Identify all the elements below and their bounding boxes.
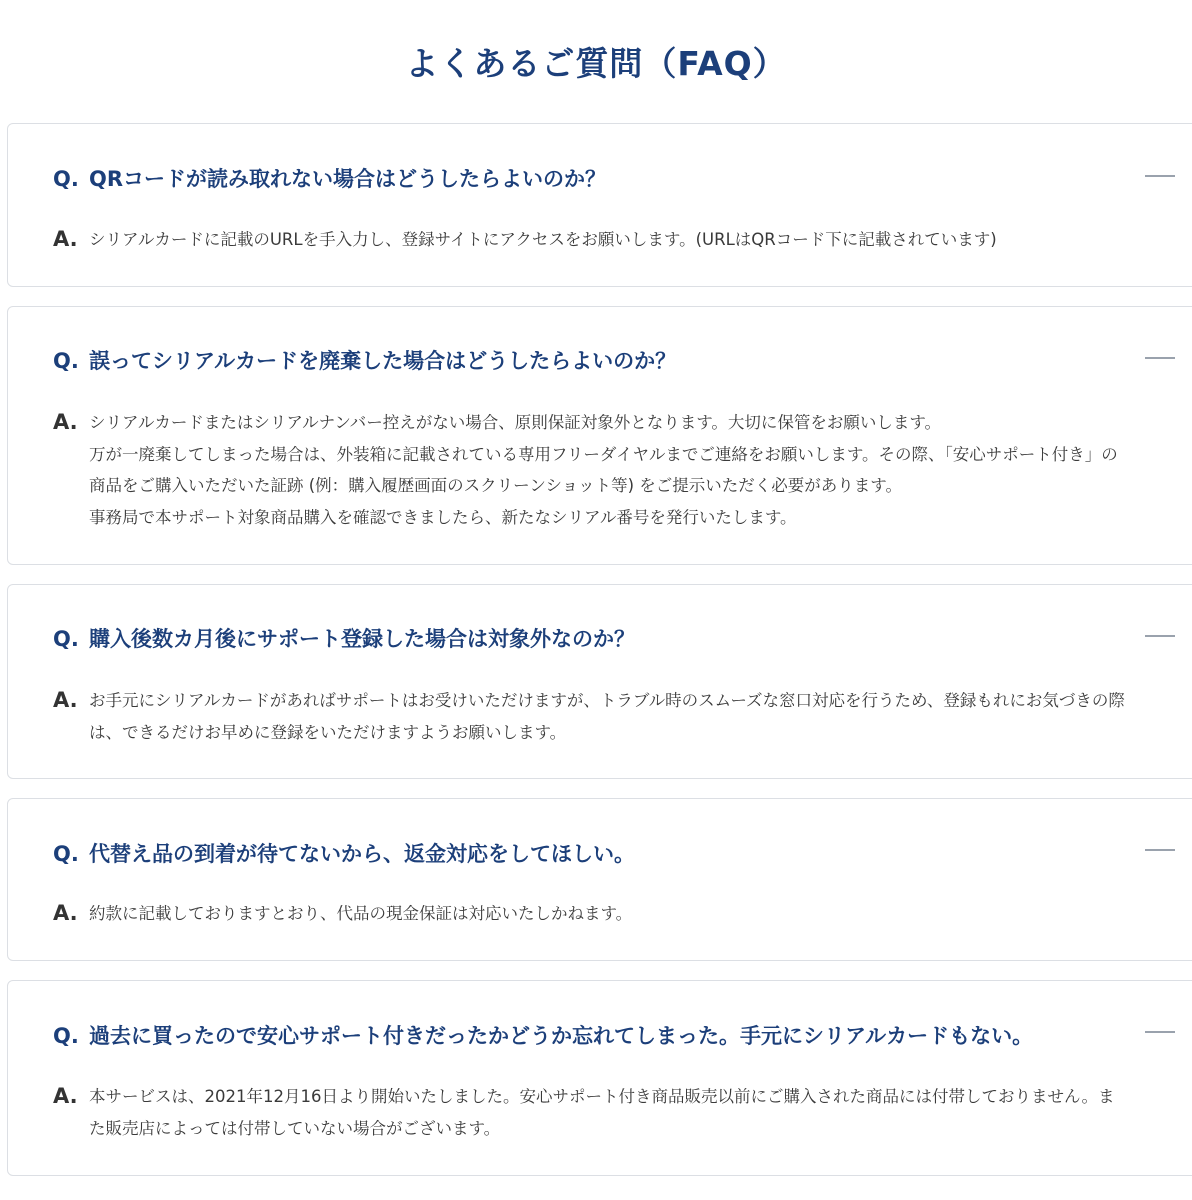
question-marker: Q. — [53, 167, 79, 191]
page-title: よくあるご質問（FAQ） — [405, 44, 787, 84]
faq-answer — [53, 685, 1126, 748]
answer-marker: A. — [53, 410, 78, 434]
question-marker: Q. — [53, 1024, 79, 1048]
faq-question-text: 代替え品の到着が待てないから、返金対応をしてほしい。 — [89, 842, 635, 866]
question-marker: Q. — [53, 349, 79, 373]
faq-answer-text: 約款に記載しておりますとおり、代品の現金保証は対応いたしかねます。 — [89, 904, 633, 923]
faq-question-text: QRコードが読み取れない場合はどうしたらよいのか？ — [89, 167, 607, 191]
answer-marker: A. — [53, 227, 78, 251]
collapse-toggle-minus-icon[interactable] — [1145, 175, 1175, 177]
question-marker: Q. — [53, 627, 79, 651]
faq-question[interactable] — [53, 346, 1146, 376]
answer-marker: A. — [53, 901, 78, 925]
collapse-toggle-minus-icon[interactable] — [1145, 635, 1175, 637]
faq-question[interactable] — [53, 624, 1146, 654]
faq-answer — [53, 224, 1126, 256]
faq-answer-text: お手元にシリアルカードがあればサポートはお受けいただけますが、トラブル時のスムーズな窓口対応を行うため、登録もれにお気づきの際は、できるだけお早めに登録をいただけますようお願いします。 — [89, 691, 1125, 742]
answer-marker: A. — [53, 1084, 78, 1108]
faq-answer-text: シリアルカードに記載のURLを手入力し、登録サイトにアクセスをお願いします。(URLはQRコード下に記載されています) — [89, 230, 997, 249]
faq-answer-text: 本サービスは、2021年12月16日より開始いたしました。安心サポート付き商品販売以前にご購入された商品には付帯しておりません。また販売店によっては付帯していない場合がございます。 — [89, 1087, 1115, 1138]
collapse-toggle-minus-icon[interactable] — [1145, 849, 1175, 851]
answer-marker: A. — [53, 688, 78, 712]
faq-question[interactable] — [53, 1021, 1146, 1051]
collapse-toggle-minus-icon[interactable] — [1145, 1031, 1175, 1033]
collapse-toggle-minus-icon[interactable] — [1145, 357, 1175, 359]
faq-item — [7, 980, 1192, 1176]
faq-item — [7, 306, 1192, 565]
faq-item — [7, 584, 1192, 779]
faq-question[interactable] — [53, 164, 1146, 194]
faq-answer — [53, 407, 1126, 533]
faq-item — [7, 123, 1192, 287]
faq-question-text: 購入後数カ月後にサポート登録した場合は対象外なのか？ — [89, 627, 635, 651]
question-marker: Q. — [53, 842, 79, 866]
faq-question-text: 誤ってシリアルカードを廃棄した場合はどうしたらよいのか？ — [89, 349, 677, 373]
faq-answer-text: シリアルカードまたはシリアルナンバー控えがない場合、原則保証対象外となります。大切に保管をお願いします。 万が一廃棄してしまった場合は、外装箱に記載されている専用フリーダイヤルまでご連絡をお願いします。その際、「安心サポート付き」の商品をご購入いただいた証跡 (例：購入履歴画面のスクリーンショット等) をご提示いただく必要があります。 事務局で本サポート対象商品購入を確認できましたら、新たなシリアル番号を発行いたします。 — [89, 413, 1118, 527]
faq-answer — [53, 1081, 1126, 1144]
faq-question-text: 過去に買ったので安心サポート付きだったかどうか忘れてしまった。手元にシリアルカードもない。 — [89, 1024, 1034, 1048]
faq-question[interactable] — [53, 839, 1146, 869]
faq-answer — [53, 898, 1126, 930]
faq-item — [7, 798, 1192, 961]
